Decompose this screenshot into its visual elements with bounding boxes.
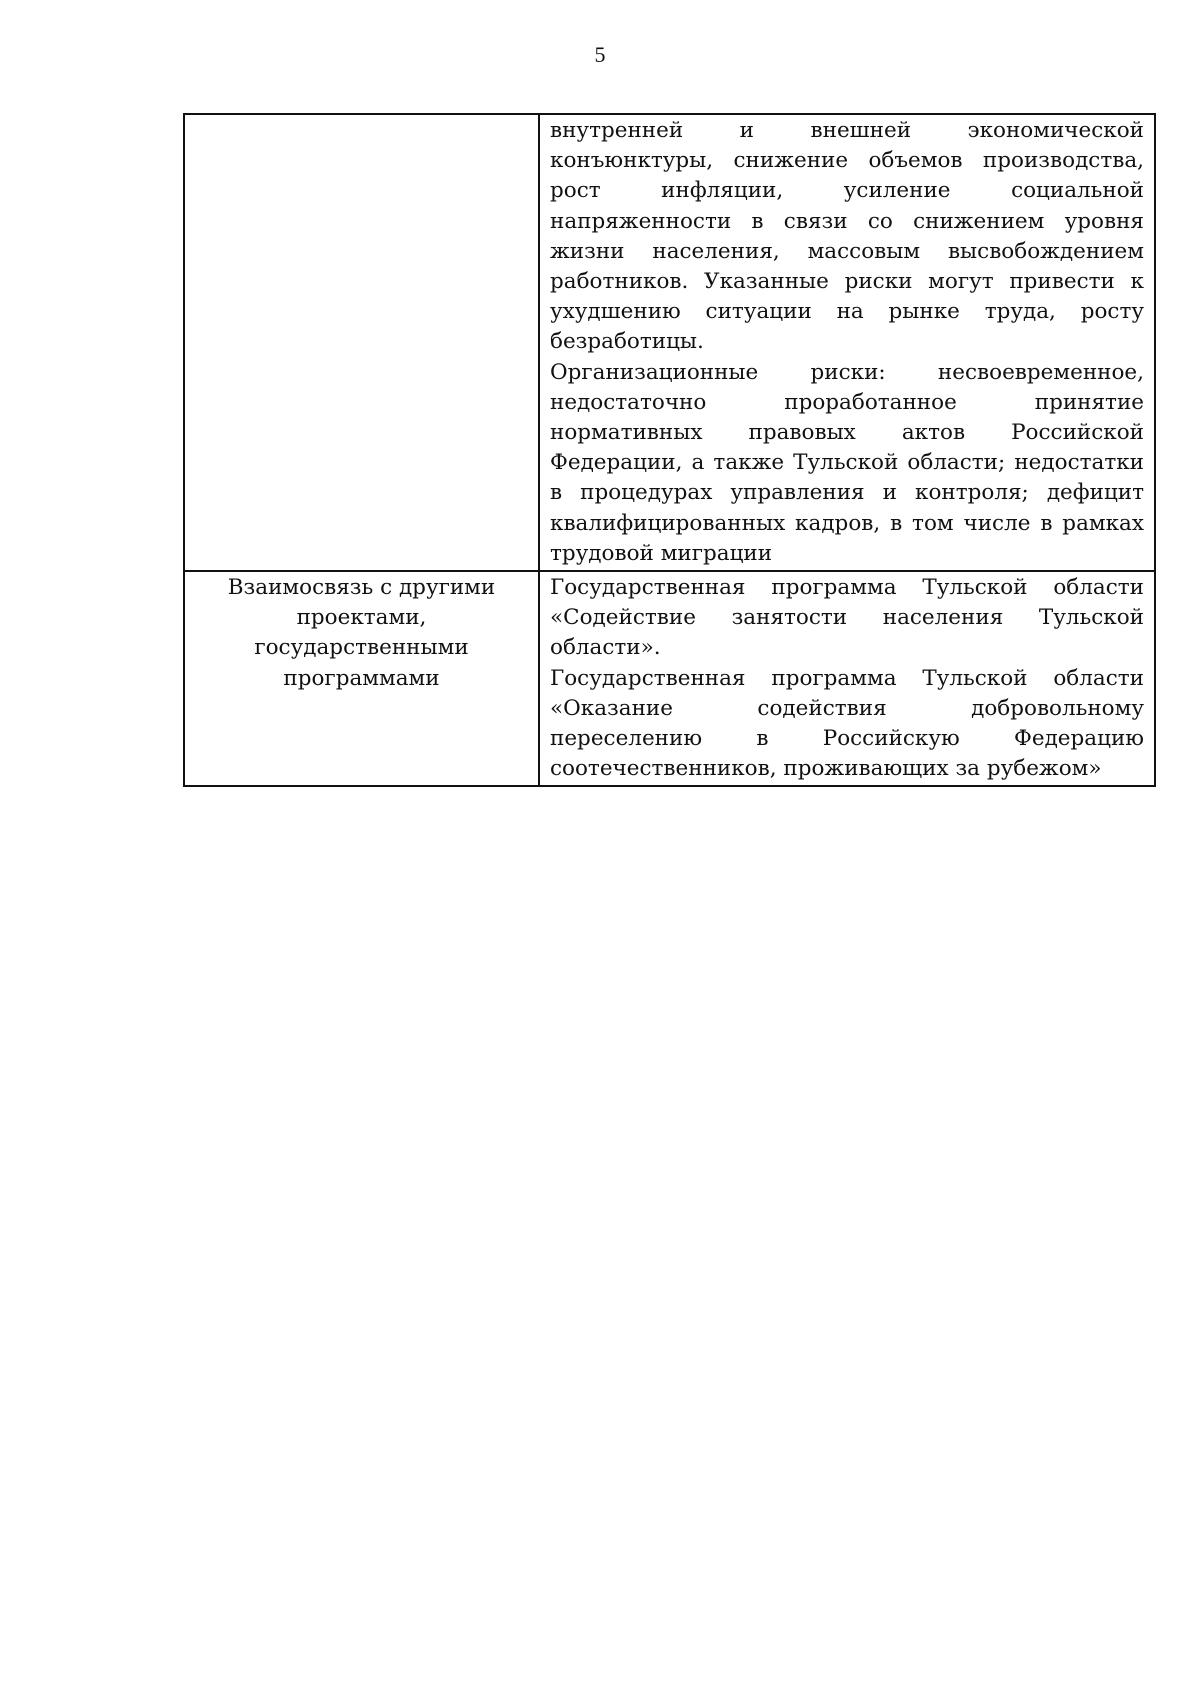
row-content-cell-relations — [539, 571, 1155, 786]
row-content-cell-risks — [539, 114, 1155, 571]
table-row-risks — [184, 114, 1155, 571]
risks-paragraph-economic: внутренней и внешней экономической конъюнктуры, снижение объемов производства, рост инфляции, усиление социальной напряженности в связи со снижением уровня жизни населения, массовым высвобождением работников. Указанные риски могут привести к ухудшению ситуации на рынке труда, росту безработицы. — [550, 118, 1144, 355]
row-label-relations: Взаимосвязь с другими проектами, государственными программами — [227, 575, 496, 691]
program-paragraph-resettlement: Государственная программа Тульской области «Оказание содействия добровольному переселению в Российскую Федерацию соотечественников, проживающих за рубежом» — [550, 665, 1144, 782]
program-paragraph-employment: Государственная программа Тульской области «Содействие занятости населения Тульской области». — [550, 575, 1144, 661]
page-number: 5 — [594, 42, 606, 67]
passport-table — [183, 113, 1156, 787]
table-row-relations — [184, 571, 1155, 786]
row-label-cell-empty — [184, 114, 539, 571]
risks-paragraph-organizational: Организационные риски: несвоевременное, недостаточно проработанное принятие нормативных правовых актов Российской Федерации, а также Тульской области; недостатки в процедурах управления и контроля; дефицит квалифицированных кадров, в том числе в рамках трудовой миграции — [550, 359, 1144, 566]
row-label-cell-relations — [184, 571, 539, 786]
